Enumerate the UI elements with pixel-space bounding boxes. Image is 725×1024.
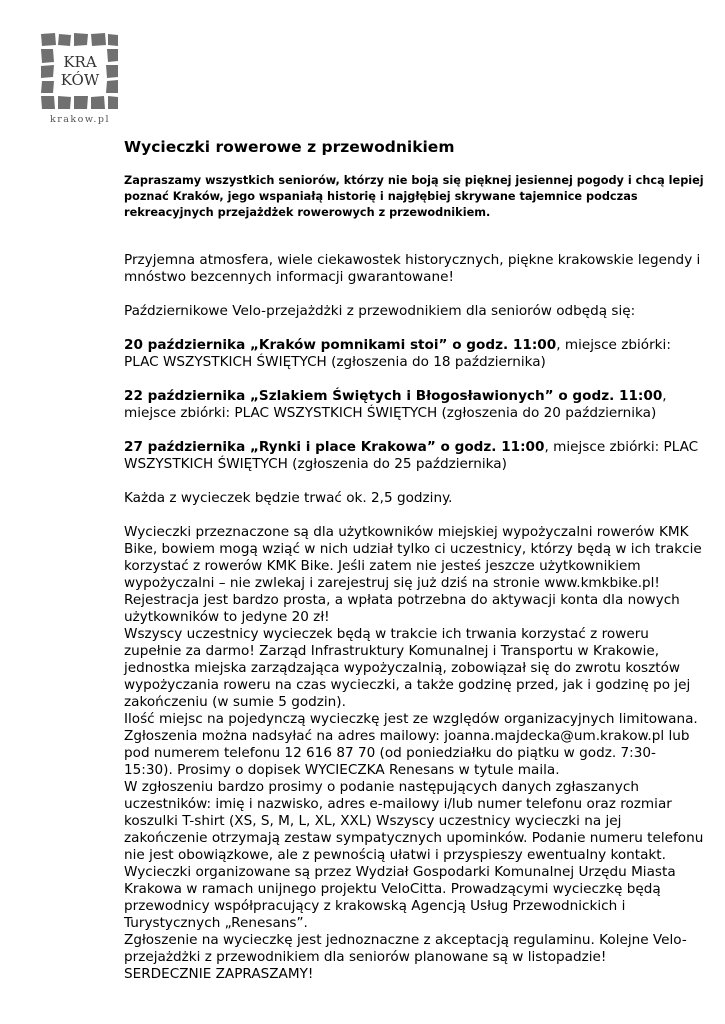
event-item	[124, 439, 704, 473]
body-paragraph: Ilość miejsc na pojedynczą wycieczkę jest ze względów organizacyjnych limitowana. Zgłoszenia można nadsyłać na adres mailowy: joanna.majdecka@um.krakow.pl lub pod numerem telefonu 12 616 87 70 (od poniedziałku do piątku w godz. 7:30-15:30). Prosimy o dopisek WYCIECZKA Renesans w tytule maila.	[124, 711, 698, 778]
page-title: Wycieczki rowerowe z przewodnikiem	[124, 138, 455, 156]
body-paragraph: Wycieczki organizowane są przez Wydział Gospodarki Komunalnej Urzędu Miasta Krakowa w ramach unijnego projektu VeloCitta. Prowadzącymi wycieczkę będą przewodnicy współpracujący z krakowską Agencją Usług Przewodnickich i Turystycznych „Renesans”.	[124, 864, 676, 931]
paragraph-duration: Każda z wycieczek będzie trwać ok. 2,5 godziny.	[124, 490, 453, 506]
event-details: , miejsce zbiórki: PLAC WSZYSTKICH ŚWIĘTYCH (zgłoszenia do 20 października)	[124, 388, 667, 421]
body-paragraph: Wycieczki przeznaczone są dla użytkowników miejskiej wypożyczalni rowerów KMK Bike, bowiem mogą wziąć w nich udział tylko ci uczestnicy, którzy będą w ich trakcie korzystać z rowerów KMK Bike. Jeśli zatem nie jesteś jeszcze użytkownikiem wypożyczalni – nie zwlekaj i zarejestruj się już dziś na stronie www.kmkbike.pl! Rejestracja jest bardzo prosta, a wpłata potrzebna do aktywacji konta dla nowych użytkowników to jedyne 20 zł!	[124, 524, 702, 625]
krakow-logo[interactable]	[38, 30, 122, 125]
logo-line1: KRA	[63, 53, 97, 71]
event-details: , miejsce zbiórki: PLAC WSZYSTKICH ŚWIĘTYCH (zgłoszenia do 25 października)	[124, 439, 699, 472]
body-paragraph: W zgłoszeniu bardzo prosimy o podanie następujących danych zgłaszanych uczestników: imię i nazwisko, adres e-mailowy i/lub numer telefonu oraz rozmiar koszulki T-shirt (XS, S, M, L, XL, XXL) Wszyscy uczestnicy wycieczki na jej zakończenie otrzymają zestaw sympatycznych upominków. Podanie numeru telefonu nie jest obowiązkowe, ale z pewnością ułatwi i przyspieszy ewentualny kontakt.	[124, 779, 704, 863]
logo-caption: krakow.pl	[49, 114, 111, 125]
event-title: 22 października „Szlakiem Świętych i Błogosławionych” o godz. 11:00	[124, 388, 663, 404]
paragraph-atmosphere: Przyjemna atmosfera, wiele ciekawostek historycznych, piękne krakowskie legendy i mnóstwo bezcennych informacji gwarantowane!	[124, 252, 701, 285]
paragraph-schedule-intro: Październikowe Velo-przejażdżki z przewodnikiem dla seniorów odbędą się:	[124, 303, 636, 319]
document-body	[124, 137, 704, 983]
event-details: , miejsce zbiórki: PLAC WSZYSTKICH ŚWIĘTYCH (zgłoszenia do 18 października)	[124, 337, 671, 370]
closing-line: SERDECZNIE ZAPRASZAMY!	[124, 966, 314, 982]
intro-paragraph: Zapraszamy wszystkich seniorów, którzy nie boją się pięknej jesiennej pogody i chcą lepiej poznać Kraków, jego wspaniałą historię i najgłębiej skrywane tajemnice podczas rekreacyjnych przejażdżek rowerowych z przewodnikiem.	[124, 174, 704, 219]
logo-line2: KÓW	[60, 71, 100, 89]
event-title: 20 października „Kraków pomnikami stoi” o godz. 11:00	[124, 337, 557, 353]
event-item	[124, 337, 704, 371]
body-paragraph: Zgłoszenie na wycieczkę jest jednoznaczne z akceptacją regulaminu. Kolejne Velo-przejażdżki z przewodnikiem dla seniorów planowane są w listopadzie!	[124, 932, 687, 965]
body-paragraph: Wszyscy uczestnicy wycieczek będą w trakcie ich trwania korzystać z roweru zupełnie za darmo! Zarząd Infrastruktury Komunalnej i Transportu w Krakowie, jednostka miejska zarządzająca wypożyczalnią, zobowiązał się do zwrotu kosztów wypożyczania roweru na czas wycieczki, a także godzinę przed, jak i godzinę po jej zakończeniu (w sumie 5 godzin).	[124, 626, 691, 710]
event-item	[124, 388, 704, 422]
event-title: 27 października „Rynki i place Krakowa” o godz. 11:00	[124, 439, 545, 455]
